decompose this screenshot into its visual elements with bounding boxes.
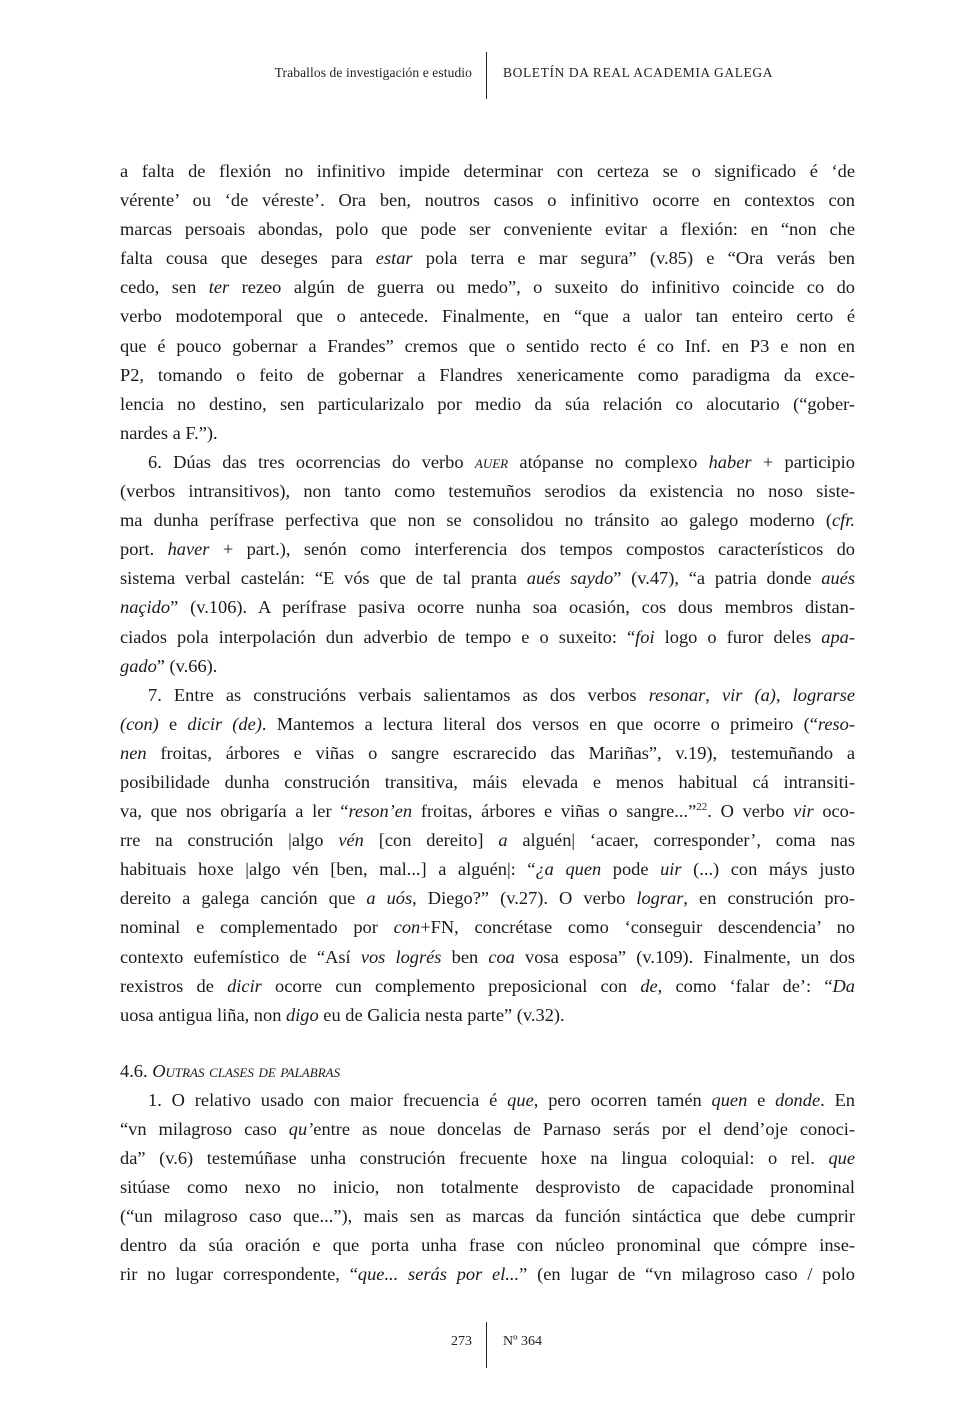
italic-text: haver (167, 539, 210, 560)
text-run: e (158, 713, 188, 734)
text-line (120, 593, 855, 622)
text-run: va, que nos obrigaría a ler “ (120, 801, 349, 822)
text-run: logo o furor deles (654, 626, 822, 647)
text-run: a falta de flexión no infinitivo impide determinar con certeza se o significado é ‘de (120, 161, 855, 181)
text-line (120, 506, 855, 535)
text-run: pode (601, 859, 661, 880)
text-run: + part.), senón como interferencia dos tempos compostos característicos do (209, 539, 855, 560)
text-line (120, 797, 855, 826)
text-run: 6. Dúas das tres ocorrencias do verbo (148, 451, 475, 472)
italic-text: lograrse (792, 684, 855, 705)
italic-text: gado (120, 655, 157, 676)
italic-text: naçido (120, 597, 171, 618)
italic-text: coa (488, 946, 515, 967)
text-line (120, 361, 855, 390)
text-run: dereito a galega canción que (120, 888, 367, 909)
italic-text: de (640, 975, 658, 996)
italic-text: ter (208, 277, 230, 298)
text-run: da” (v.6) testemúñase unha construción frecuente hoxe na lingua coloquial: o rel. (120, 1148, 829, 1169)
header-section-title: Traballos de investigación e estudio (274, 65, 472, 80)
italic-text: vos logrés (360, 946, 442, 967)
italic-text: dicir (227, 975, 262, 996)
italic-text: Da (832, 975, 855, 996)
footnote-ref[interactable]: 22 (696, 800, 708, 813)
page-number: 273 (451, 1334, 472, 1349)
text-run: vosa esposa” (v.109). Finalmente, un dos (514, 946, 856, 967)
text-line (120, 244, 855, 273)
italic-text: reso- (817, 713, 855, 734)
text-run: froitas, árbores e viñas o sangre...” (412, 801, 697, 822)
text-line (120, 884, 855, 913)
text-line (120, 623, 855, 652)
italic-text: que (507, 1089, 534, 1110)
text-run: falta cousa que deseges para (120, 248, 376, 269)
paragraph (120, 1086, 855, 1290)
text-line (120, 710, 855, 739)
text-run: rir no lugar correspondente, “ (120, 1264, 358, 1285)
text-line (120, 1001, 855, 1030)
italic-text: con (393, 917, 421, 938)
italic-text: dicir (de) (187, 713, 262, 734)
section-title: Outras clases de palabras (152, 1060, 341, 1081)
text-run: rre na construción |algo (120, 830, 339, 851)
text-line (120, 681, 855, 710)
italic-text: estar (375, 248, 413, 269)
text-run: nardes a F.”). (120, 422, 218, 443)
text-line (120, 186, 855, 215)
text-run: , Diego?” (v.27). O verbo (412, 888, 637, 909)
italic-text: haber (708, 451, 752, 472)
text-run: sitúase como nexo no inicio, non totalmente desprovisto de capacidade pronominal (120, 1177, 855, 1198)
text-line (120, 564, 855, 593)
text-line (120, 302, 855, 331)
text-line (120, 273, 855, 302)
text-line (120, 972, 855, 1001)
text-line (120, 1260, 855, 1289)
text-run: ” (v.66). (156, 655, 218, 676)
text-run: ” (v.106). A perífrase pasiva ocorre nunha soa ocasión, cos dous membros distan- (170, 597, 855, 618)
text-line (120, 855, 855, 884)
text-line (120, 419, 855, 448)
text-run: que é pouco gobernar a Frandes” cremos que o sentido recto é co Inf. en P3 e non en (120, 335, 855, 356)
text-run: . Mantemos a lectura literal dos versos en que ocorre o primeiro (“ (261, 713, 818, 734)
text-run: sistema verbal castelán: “E vós que de tal pranta (120, 568, 527, 589)
italic-text: resonar (648, 684, 706, 705)
italic-text: reson’en (348, 801, 413, 822)
section-number: 4.6. (120, 1060, 153, 1081)
italic-text: aués saydo (526, 568, 614, 589)
text-line (120, 1144, 855, 1173)
section-gap (120, 1030, 855, 1057)
italic-text: digo (286, 1004, 319, 1025)
text-run: verbo modotemporal que o antecede. Finalmente, en “que a ualor tan enteiro certo é (120, 306, 855, 327)
running-header (0, 52, 975, 100)
text-run: dentro da súa oración e que porta unha frase con núcleo pronominal que cómpre inse- (120, 1235, 855, 1256)
text-run: entre as noue doncelas de Parnaso serás por el dend’oje conoci- (313, 1119, 855, 1139)
text-run: +FN, concrétase como ‘conseguir descendencia’ no (420, 917, 855, 938)
text-line (120, 913, 855, 942)
text-run: . O verbo (707, 801, 794, 822)
text-line (120, 1202, 855, 1231)
text-line (120, 1231, 855, 1260)
text-run: uosa antigua liña, non (120, 1004, 286, 1025)
text-run: , (705, 684, 722, 705)
text-run: auer (474, 451, 509, 472)
text-run: pola terra e mar segura” (v.85) e “Ora verás ben (412, 248, 855, 269)
text-line (120, 448, 855, 477)
text-run: (“un milagroso caso que...”), mais sen as marcas da función sintáctica que debe cumprir (120, 1206, 855, 1227)
italic-text: nen (120, 742, 147, 763)
text-run: froitas, árbores e viñas o sangre escrarecido das Mariñas”, v.19), testemuñando a (146, 742, 855, 763)
header-journal-title: BOLETÍN DA REAL ACADEMIA GALEGA (503, 65, 774, 80)
text-run: 1. O relativo usado con maior frecuencia é (148, 1089, 508, 1110)
italic-text: uir (660, 859, 682, 880)
italic-text: (con) (120, 713, 159, 734)
text-run: atópanse no complexo (508, 451, 709, 472)
text-run: ben (441, 946, 489, 967)
italic-text: donde (775, 1089, 821, 1110)
text-line (120, 943, 855, 972)
paragraph (120, 448, 855, 681)
text-run: ciados pola interpolación dun adverbio de tempo e o suxeito: “ (120, 626, 636, 647)
italic-text: apa- (821, 626, 855, 647)
text-run: rezeo algún de guerra ou medo”, o suxeito do infinitivo coincide co do (229, 277, 855, 298)
text-run: P2, tomando o feito de gobernar a Flandres xenericamente como paradigma da exce- (120, 364, 855, 385)
text-line (120, 768, 855, 797)
text-run: oco- (813, 801, 856, 822)
text-run: marcas persoais abondas, polo que pode ser conveniente evitar a flexión: en “non che (120, 219, 855, 240)
italic-text: que... serás por el... (357, 1264, 520, 1285)
text-run: (verbos intransitivos), non tanto como testemuños serodios da existencia no noso siste- (120, 481, 855, 502)
paragraph (120, 681, 855, 1030)
text-run: 7. Entre as construcións verbais salientamos as dos verbos (148, 684, 649, 705)
text-run: port. (120, 539, 168, 560)
text-line (120, 157, 855, 186)
text-line (120, 1115, 855, 1144)
italic-text: vir (793, 801, 814, 822)
text-line (120, 826, 855, 855)
text-run: alguén| ‘acaer, corresponder’, coma nas (507, 830, 855, 851)
text-line (120, 390, 855, 419)
article-body (120, 157, 855, 1290)
italic-text: quen (711, 1089, 748, 1110)
header-divider (486, 52, 487, 99)
text-run: posibilidade dunha construción transitiva, máis elevada e menos habitual cá intransiti- (120, 771, 855, 792)
text-line (120, 215, 855, 244)
italic-text: que (828, 1148, 855, 1169)
issue-number: Nº 364 (503, 1334, 542, 1349)
text-line (120, 477, 855, 506)
text-run: nominal e complementado por (120, 917, 394, 938)
text-run: , como ‘falar de’: “ (657, 975, 833, 996)
running-footer (0, 1322, 975, 1370)
text-run: ocorre cun complemento preposicional con (261, 975, 641, 996)
text-run: ma dunha perífrase perfectiva que non se consolidou no tránsito ao galego moderno ( (120, 510, 832, 531)
text-run: contexto eufemístico de “Así (120, 946, 361, 967)
paragraph (120, 157, 855, 448)
italic-text: a uós (366, 888, 413, 909)
italic-text: lograr (636, 888, 684, 909)
text-run: + participio (751, 451, 855, 472)
text-run: “vn milagroso caso (120, 1119, 289, 1139)
italic-text: a (498, 830, 508, 851)
text-line (120, 1086, 855, 1115)
italic-text: ¿a quen (535, 859, 602, 880)
text-line (120, 739, 855, 768)
text-run: ” (en lugar de “vn milagroso caso / polo (519, 1264, 855, 1285)
text-run: habituais hoxe |algo vén [ben, mal...] a alguén|: “ (120, 859, 536, 880)
text-run: e (747, 1089, 776, 1110)
italic-text: cfr. (832, 510, 855, 531)
text-line (120, 652, 855, 681)
text-line (120, 535, 855, 564)
text-line (120, 332, 855, 361)
text-run: eu de Galicia nesta parte” (v.32). (318, 1004, 565, 1025)
italic-text: vir (a) (721, 684, 776, 705)
italic-text: aués (821, 568, 855, 589)
text-run: , (775, 684, 793, 705)
text-run: , pero ocorren tamén (533, 1089, 712, 1110)
text-run: . En (820, 1089, 855, 1110)
text-run: [con dereito] (363, 830, 499, 851)
italic-text: qu’ (288, 1119, 314, 1139)
italic-text: foi (635, 626, 655, 647)
text-run: (...) con máys justo (681, 859, 856, 880)
text-run: cedo, sen (120, 277, 209, 298)
section-heading (120, 1057, 855, 1086)
italic-text: vén (338, 830, 364, 851)
text-run: rexistros de (120, 975, 228, 996)
text-run: , en construción pro- (683, 888, 855, 909)
text-line (120, 1173, 855, 1202)
footer-divider (486, 1322, 487, 1368)
text-run: ” (v.47), “a patria donde (613, 568, 822, 589)
text-run: lencia no destino, sen particularizalo por medio da súa relación co alocutario (“gober- (120, 393, 855, 414)
text-run: vérente’ ou ‘de véreste’. Ora ben, noutros casos o infinitivo ocorre en contextos con (120, 190, 855, 211)
